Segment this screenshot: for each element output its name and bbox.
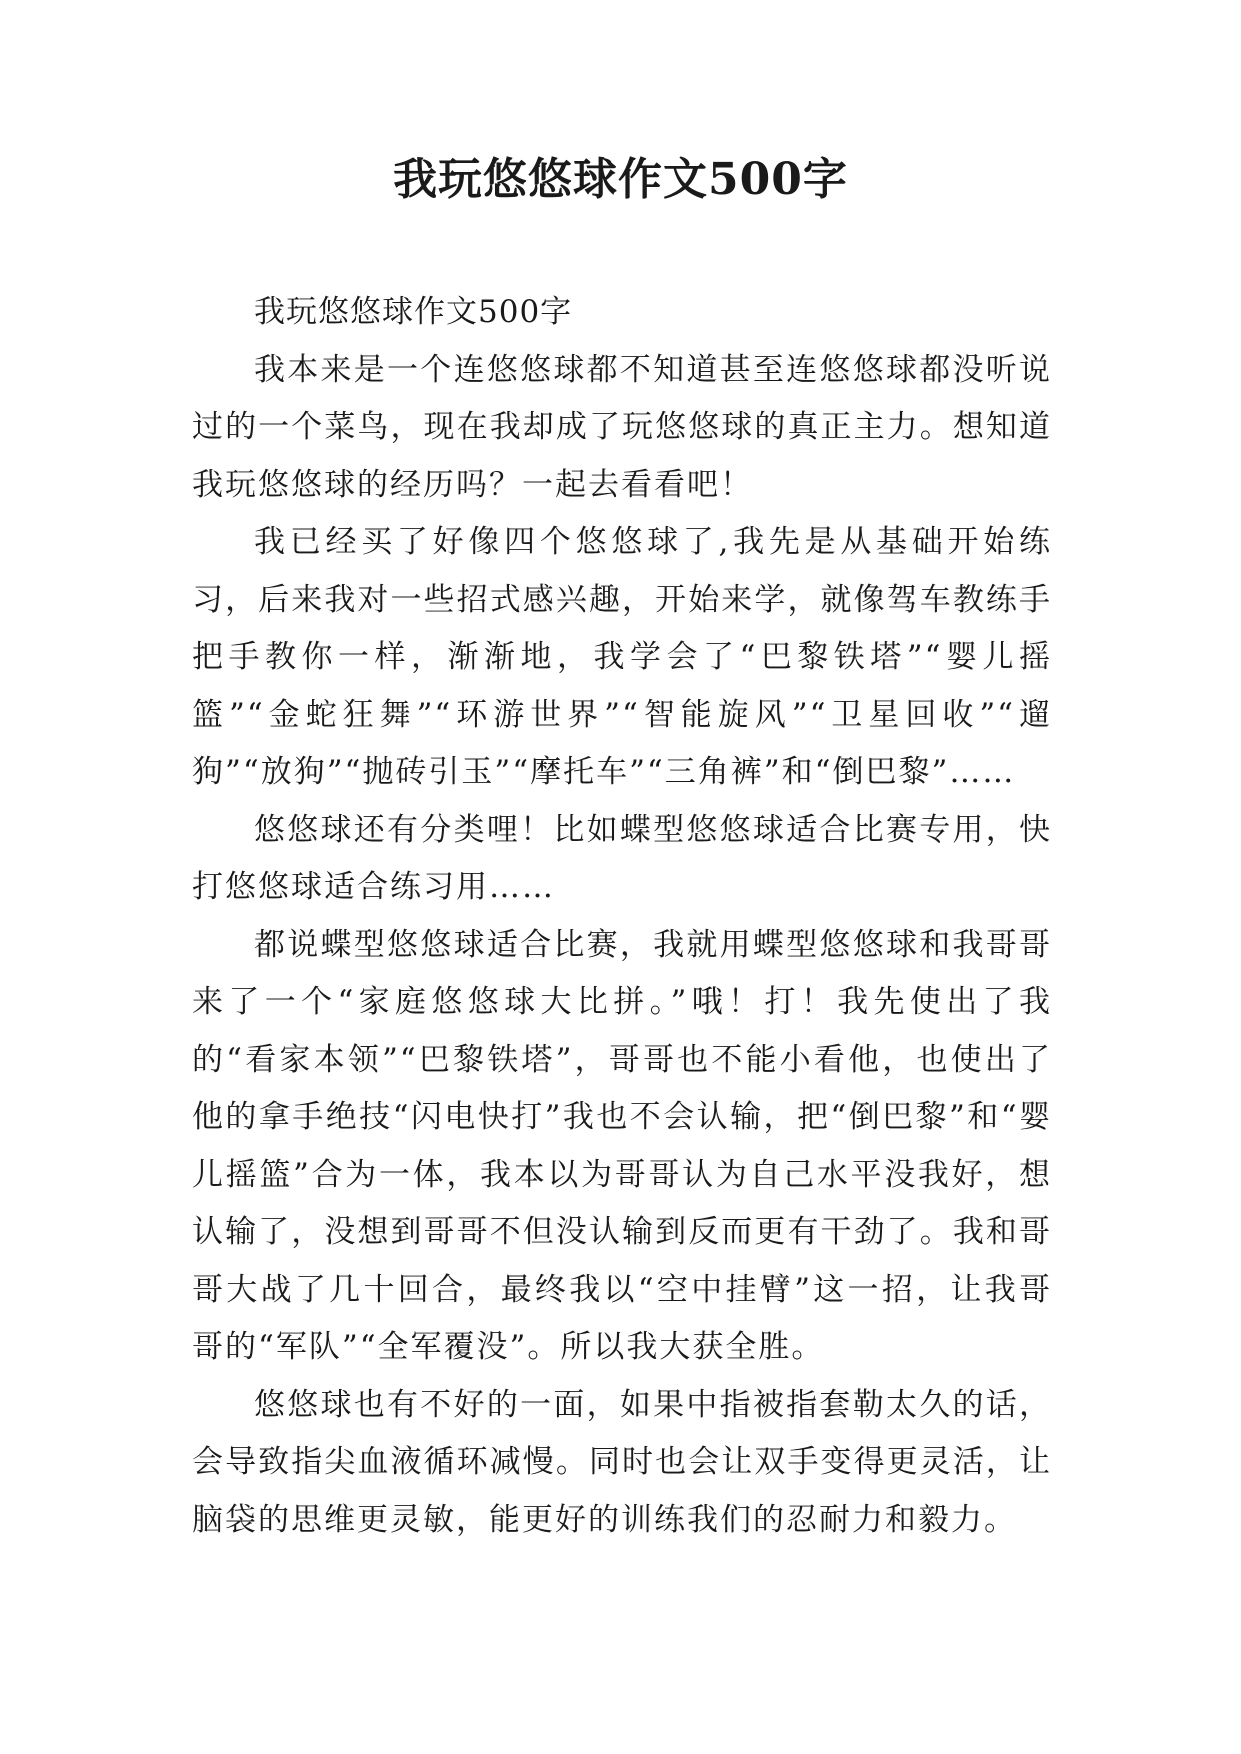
paragraph-intro: 我本来是一个连悠悠球都不知道甚至连悠悠球都没听说过的一个菜鸟，现在我却成了玩悠悠球的真正主力。想知道我玩悠悠球的经历吗？一起去看看吧！ <box>192 351 1052 503</box>
document-title: 我玩悠悠球作文500字 <box>393 154 848 205</box>
paragraph-subtitle: 我玩悠悠球作文500字 <box>254 294 573 330</box>
paragraph-conclusion: 悠悠球也有不好的一面，如果中指被指套勒太久的话，会导致指尖血液循环减慢。同时也会让双手变得更灵活，让脑袋的思维更灵敏，能更好的训练我们的忍耐力和毅力。 <box>192 1386 1052 1538</box>
paragraph-tricks: 我已经买了好像四个悠悠球了,我先是从基础开始练习，后来我对一些招式感兴趣，开始来学，就像驾车教练手把手教你一样，渐渐地，我学会了“巴黎铁塔”“婴儿摇篮”“金蛇狂舞”“环游世界”“智能旋风”“卫星回收”“遛狗”“放狗”“抛砖引玉”“摩托车”“三角裤”和“倒巴黎”…… <box>192 524 1052 790</box>
paragraph-types: 悠悠球还有分类哩！比如蝶型悠悠球适合比赛专用，快打悠悠球适合练习用…… <box>192 811 1052 905</box>
document-body <box>192 284 1052 1549</box>
paragraph-competition: 都说蝶型悠悠球适合比赛，我就用蝶型悠悠球和我哥哥来了一个“家庭悠悠球大比拼。”哦！打！我先使出了我的“看家本领”“巴黎铁塔”，哥哥也不能小看他，也使出了他的拿手绝技“闪电快打”我也不会认输，把“倒巴黎”和“婴儿摇篮”合为一体，我本以为哥哥认为自己水平没我好，想认输了，没想到哥哥不但没认输到反而更有干劲了。我和哥哥大战了几十回合，最终我以“空中挂臂”这一招，让我哥哥的“军队”“全军覆没”。所以我大获全胜。 <box>192 926 1052 1365</box>
